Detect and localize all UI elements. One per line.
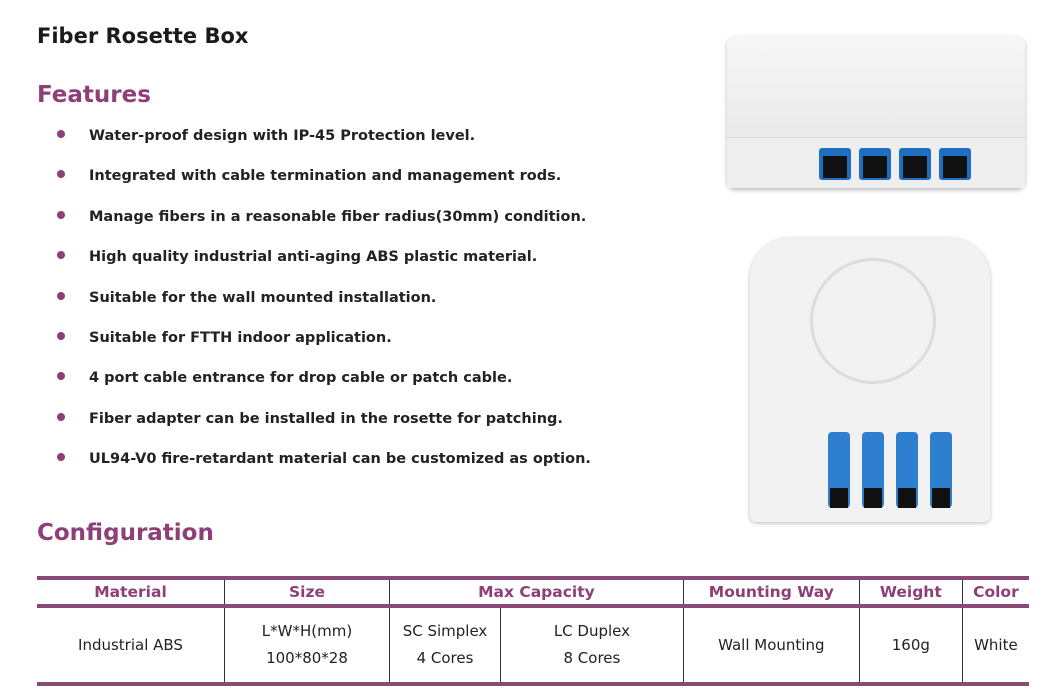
size-label: L*W*H(mm) — [261, 622, 353, 640]
lc-value: 8 Cores — [563, 649, 621, 667]
bullet-icon — [57, 332, 65, 340]
feature-text: Manage fibers in a reasonable fiber radius(30mm) condition. — [89, 208, 587, 225]
feature-text: 4 port cable entrance for drop cable or patch cable. — [89, 370, 513, 387]
header-max-capacity: Max Capacity — [390, 578, 684, 606]
feature-text: Suitable for the wall mounted installation. — [89, 289, 437, 306]
size-value: 100*80*28 — [266, 649, 348, 667]
bullet-icon — [57, 251, 65, 259]
feature-text: Integrated with cable termination and management rods. — [89, 168, 562, 185]
cell-weight: 160g — [859, 606, 962, 684]
configuration-heading: Configuration — [37, 520, 214, 546]
configuration-table — [37, 576, 1029, 686]
cell-lc-duplex — [501, 606, 684, 684]
table-header-row — [37, 578, 1029, 606]
bullet-icon — [57, 292, 65, 300]
header-color: Color — [962, 578, 1029, 606]
bullet-icon — [57, 170, 65, 178]
cell-sc-simplex — [390, 606, 501, 684]
table-row — [37, 606, 1029, 684]
bullet-icon — [57, 453, 65, 461]
header-size: Size — [225, 578, 390, 606]
feature-text: High quality industrial anti-aging ABS plastic material. — [89, 249, 538, 266]
sc-value: 4 Cores — [416, 649, 474, 667]
list-item — [37, 162, 591, 202]
cell-size — [225, 606, 390, 684]
product-image-closed — [727, 36, 1025, 188]
list-item — [37, 324, 591, 364]
list-item — [37, 243, 591, 283]
bullet-icon — [57, 413, 65, 421]
header-mounting-way: Mounting Way — [683, 578, 859, 606]
bullet-icon — [57, 130, 65, 138]
page-title: Fiber Rosette Box — [37, 24, 249, 48]
feature-text: Water-proof design with IP-45 Protection level. — [89, 128, 476, 144]
feature-text: Fiber adapter can be installed in the rosette for patching. — [89, 410, 563, 427]
header-material: Material — [37, 578, 225, 606]
product-image-open — [750, 238, 990, 522]
feature-text: Suitable for FTTH indoor application. — [89, 329, 392, 346]
list-item — [37, 364, 591, 404]
cell-material: Industrial ABS — [37, 606, 225, 684]
lc-label: LC Duplex — [553, 622, 630, 640]
list-item — [37, 203, 591, 243]
features-list — [37, 122, 591, 486]
cell-mounting: Wall Mounting — [683, 606, 859, 684]
bullet-icon — [57, 211, 65, 219]
list-item — [37, 122, 591, 162]
header-weight: Weight — [859, 578, 962, 606]
list-item — [37, 445, 591, 485]
features-heading: Features — [37, 82, 151, 108]
sc-label: SC Simplex — [402, 622, 488, 640]
feature-text: UL94-V0 fire-retardant material can be customized as option. — [89, 451, 591, 468]
bullet-icon — [57, 372, 65, 380]
cell-color: White — [962, 606, 1029, 684]
list-item — [37, 405, 591, 445]
list-item — [37, 284, 591, 324]
